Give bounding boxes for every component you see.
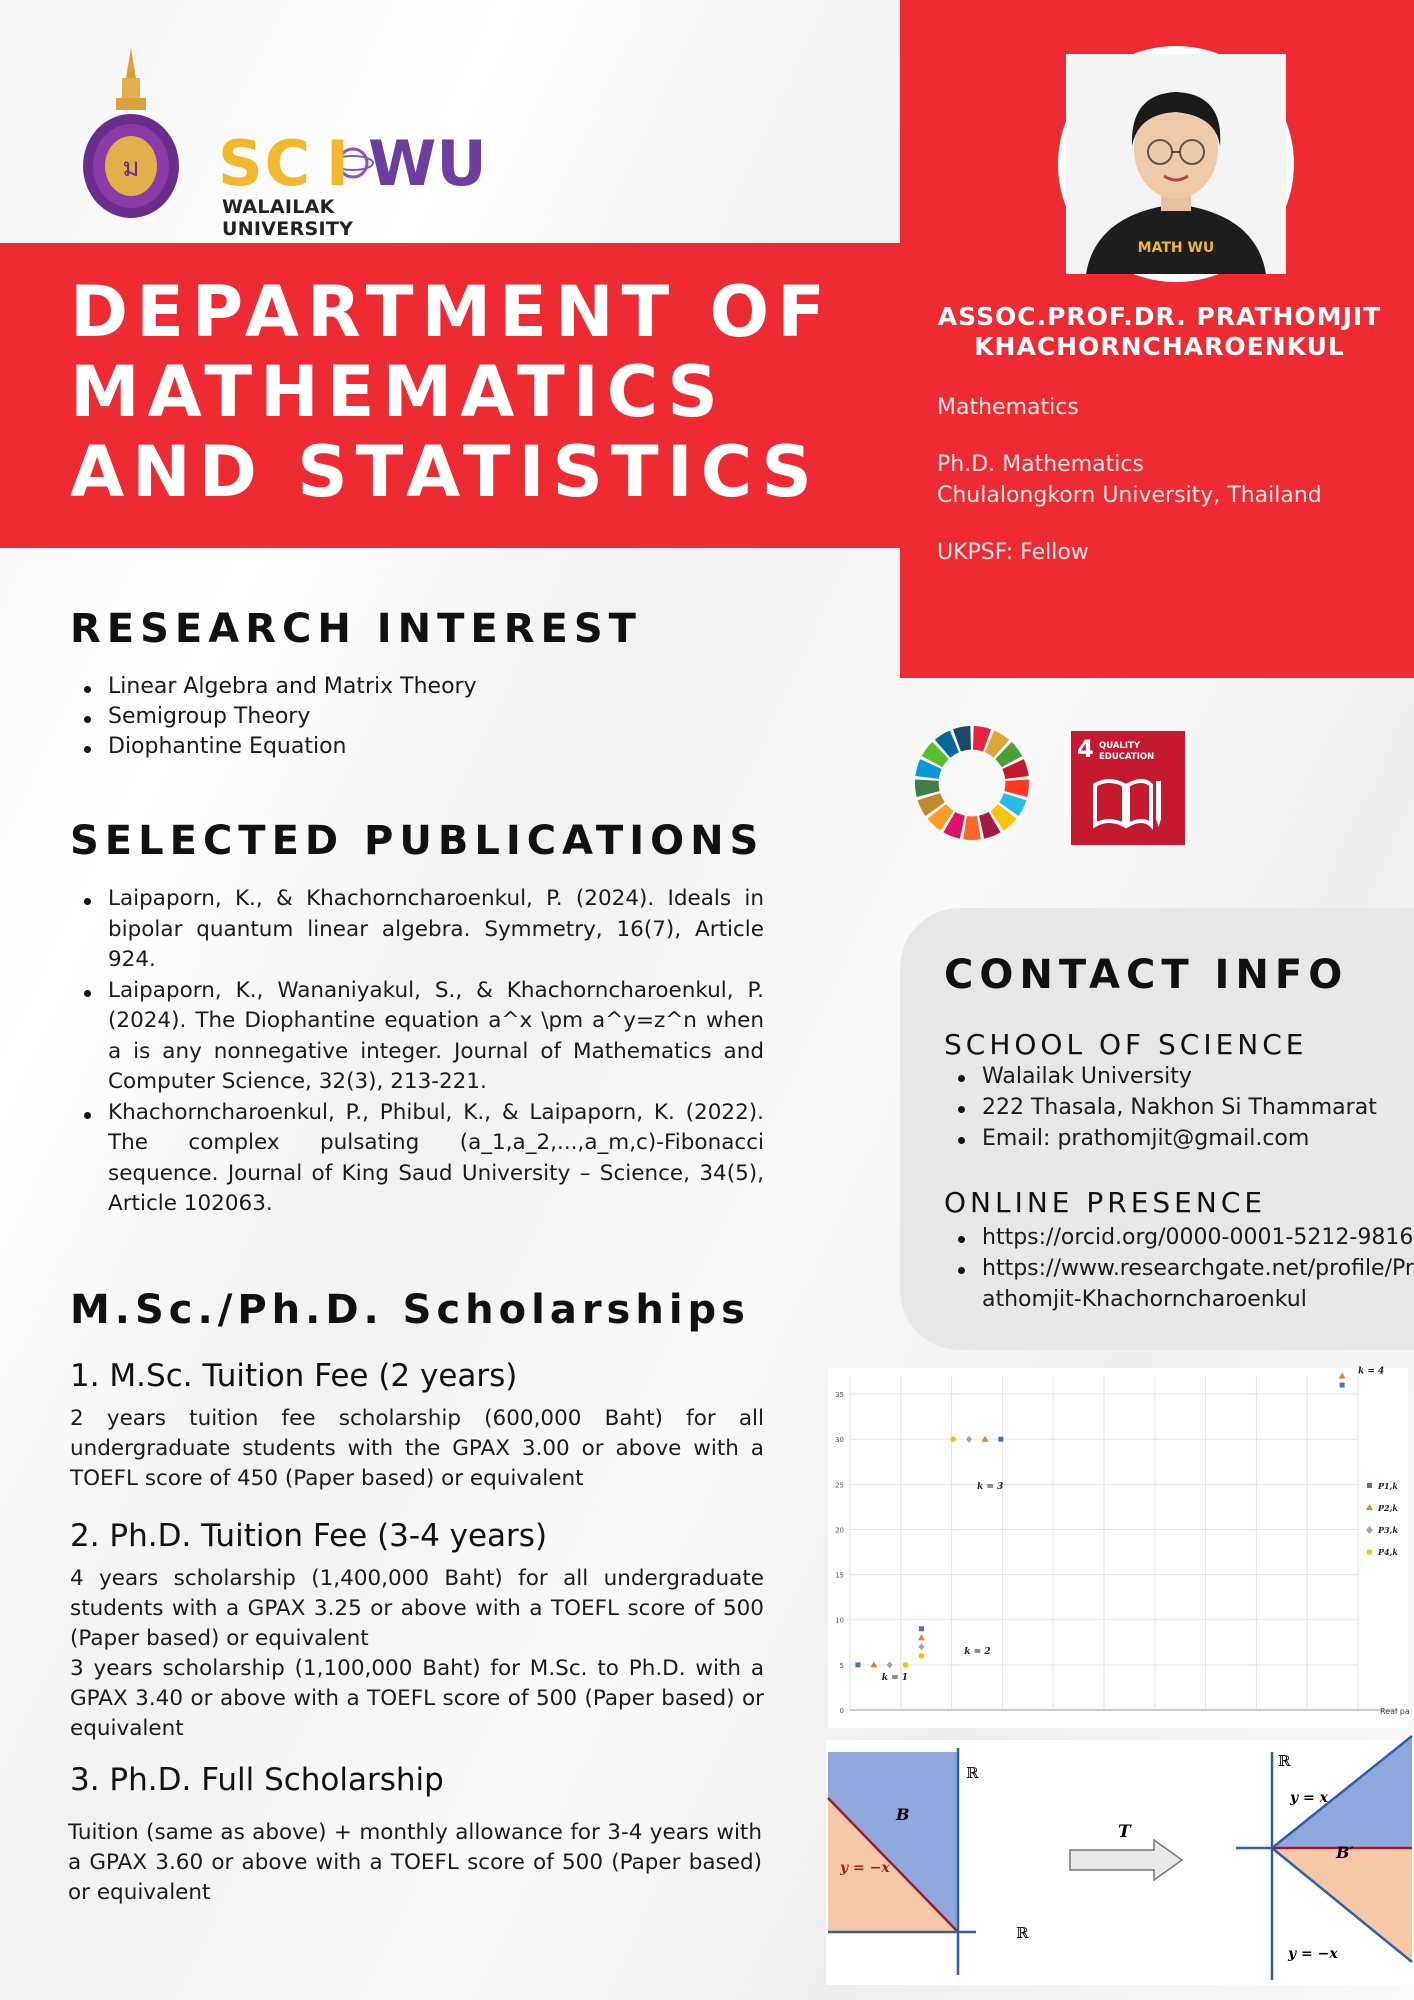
legend-marker: [1366, 1526, 1373, 1534]
left-axis-y-label: ℝ: [966, 1764, 979, 1782]
data-point: [1339, 1373, 1346, 1379]
data-point: [998, 1437, 1003, 1442]
professor-name-line-2: KHACHORNCHAROENKUL: [974, 332, 1345, 361]
arrow-right-icon: [1070, 1840, 1182, 1880]
mapping-diagram: [826, 1740, 1414, 1985]
msc-scholarship-text: 2 years tuition fee scholarship (600,000 Baht) for all undergraduate students with the GPAX 3.00 or above with a TOEFL score of 450 (Paper based) or equivalent: [70, 1406, 764, 1491]
publication-item: Khachorncharoenkul, P., Phibul, K., & Laipaporn, K. (2022). The complex pulsating (a_1,a_2,...,a_m,c)-Fibonacci sequence. Journal of King Saud University – Science, 34(5), Article 102063.: [70, 1098, 764, 1220]
y-tick-label: 30: [835, 1436, 844, 1445]
title-line-2: MATHEMATICS: [70, 351, 726, 433]
y-tick-label: 15: [835, 1571, 844, 1580]
right-line-bottom-label: y = −x: [1288, 1946, 1338, 1962]
university-crest-logo: [78, 48, 184, 220]
sdg-label-line-1: QUALITY: [1099, 741, 1140, 751]
data-point: [903, 1662, 909, 1668]
list-item: Semigroup Theory: [70, 702, 770, 732]
annotation-label: k = 4: [1358, 1366, 1385, 1377]
legend-label: P1,k: [1378, 1481, 1398, 1491]
school-list: [944, 1061, 1414, 1154]
list-item: Diophantine Equation: [70, 732, 770, 762]
full-scholarship-title: 3. Ph.D. Full Scholarship: [70, 1762, 444, 1798]
y-tick-label: 5: [839, 1661, 844, 1670]
scatter-chart: [828, 1368, 1408, 1728]
sciwu-logo: [218, 127, 487, 240]
legend-marker: [1367, 1549, 1373, 1555]
profile-photo-frame: [1058, 46, 1294, 282]
publication-item: Laipaporn, K., Wananiyakul, S., & Khachorncharoenkul, P. (2024). The Diophantine equation a^x \pm a^y=z^n when a is any nonnegative integer. Journal of Mathematics and Computer Science, 32(3), 213-221.: [70, 976, 764, 1098]
scholarships-heading: M.Sc./Ph.D. Scholarships: [70, 1287, 750, 1333]
research-interest-heading: RESEARCH INTEREST: [70, 606, 642, 652]
annotation-label: k = 3: [977, 1481, 1004, 1492]
y-tick-label: 10: [835, 1616, 844, 1625]
professor-ukpsf: UKPSF: Fellow: [937, 540, 1089, 565]
list-item: 222 Thasala, Nakhon Si Thammarat: [944, 1092, 1414, 1123]
data-point: [918, 1643, 924, 1650]
svg-text:I: I: [326, 127, 350, 200]
researchgate-link[interactable]: https://www.researchgate.net/profile/Prathomjit-Khachorncharoenkul: [944, 1253, 1414, 1315]
svg-text:WU: WU: [368, 127, 487, 200]
sdg-wheel-segment: [1004, 779, 1029, 797]
publications-list: [70, 884, 764, 1220]
school-heading: SCHOOL OF SCIENCE: [944, 1028, 1308, 1061]
list-item: Walailak University: [944, 1061, 1414, 1092]
left-axis-x-label: ℝ: [1016, 1924, 1029, 1942]
book-icon: [1091, 775, 1165, 831]
x-axis-label: Real pa: [1380, 1707, 1410, 1716]
professor-name-line-1: ASSOC.PROF.DR. PRATHOMJIT: [937, 302, 1382, 331]
svg-text:SC: SC: [218, 127, 313, 200]
person-portrait-icon: [1066, 54, 1286, 274]
title-line-3: AND STATISTICS: [70, 431, 820, 513]
data-point: [855, 1662, 860, 1667]
data-point: [966, 1436, 972, 1443]
university-name: WALAILAK UNIVERSITY: [222, 196, 354, 240]
mapping-diagram-svg: [826, 1740, 1414, 1985]
phd-scholarship-title: 2. Ph.D. Tuition Fee (3-4 years): [70, 1518, 548, 1554]
sdg-wheel-segment: [963, 816, 981, 840]
right-region-label: B′: [1336, 1843, 1354, 1862]
profile-photo: [1066, 54, 1286, 274]
left-region-label: B: [896, 1805, 910, 1824]
left-line-label: y = −x: [840, 1860, 890, 1876]
annotation-label: k = 2: [964, 1647, 991, 1658]
y-tick-label: 20: [835, 1526, 844, 1535]
sdg-wheel-segment: [915, 779, 940, 797]
contact-heading: CONTACT INFO: [944, 952, 1349, 998]
phd-scholarship-text-2: 3 years scholarship (1,100,000 Baht) for M.Sc. to Ph.D. with a GPAX 3.40 or above with a TOEFL score of 500 (Paper based) or equivalent: [70, 1656, 764, 1741]
sdg-wheel-icon: [913, 724, 1031, 842]
title-line-1: DEPARTMENT OF: [70, 271, 833, 353]
msc-scholarship-title: 1. M.Sc. Tuition Fee (2 years): [70, 1358, 518, 1394]
data-point: [919, 1653, 925, 1659]
transform-label: T: [1118, 1822, 1131, 1842]
scatter-chart-svg: [828, 1368, 1408, 1728]
legend-marker: [1366, 1504, 1373, 1510]
sdg-label-line-2: EDUCATION: [1099, 752, 1155, 762]
phd-scholarship-text-1: 4 years scholarship (1,400,000 Baht) for all undergraduate students with a GPAX 3.25 or above with a TOEFL score of 500 (Paper based) or equivalent: [70, 1566, 764, 1651]
sdg4-quality-education-icon: [1071, 731, 1185, 845]
department-title: [70, 272, 900, 512]
legend-label: P4,k: [1378, 1547, 1398, 1557]
data-point: [919, 1626, 924, 1631]
svg-text:ม: ม: [122, 153, 140, 183]
y-tick-label: 0: [839, 1707, 844, 1715]
sdg-number: 4: [1077, 735, 1094, 763]
publications-heading: SELECTED PUBLICATIONS: [70, 818, 765, 864]
sciwu-wordmark-icon: [218, 127, 487, 200]
professor-degree-institution: Chulalongkorn University, Thailand: [937, 483, 1322, 508]
annotation-label: k = 1: [881, 1673, 909, 1684]
orcid-link[interactable]: https://orcid.org/0000-0001-5212-9816: [944, 1222, 1414, 1253]
professor-field: Mathematics: [937, 395, 1079, 420]
right-axis-y-label: ℝ: [1278, 1752, 1291, 1770]
professor-degree: Ph.D. Mathematics: [937, 452, 1144, 477]
shirt-text: MATH WU: [1137, 240, 1215, 256]
professor-name: [905, 302, 1414, 362]
data-point: [918, 1634, 925, 1640]
right-line-top-label: y = x: [1290, 1790, 1328, 1806]
legend-label: P2,k: [1378, 1503, 1398, 1513]
publication-item: Laipaporn, K., & Khachorncharoenkul, P. (2024). Ideals in bipolar quantum linear algebra. Symmetry, 16(7), Article 924.: [70, 884, 764, 976]
legend-marker: [1367, 1483, 1372, 1488]
online-presence-list: [944, 1222, 1414, 1315]
online-presence-heading: ONLINE PRESENCE: [944, 1186, 1267, 1219]
list-item: Linear Algebra and Matrix Theory: [70, 672, 770, 702]
data-point: [1340, 1383, 1345, 1388]
y-tick-label: 25: [835, 1481, 844, 1490]
data-point: [887, 1661, 893, 1668]
sdg-label: [1099, 741, 1154, 763]
full-scholarship-text: Tuition (same as above) + monthly allowance for 3-4 years with a GPAX 3.60 or above with a TOEFL score of 500 (Paper based) or equivalent: [68, 1820, 762, 1905]
research-interest-list: [70, 672, 770, 762]
data-point: [950, 1436, 956, 1442]
y-tick-label: 35: [835, 1391, 844, 1400]
email-text[interactable]: Email: prathomjit@gmail.com: [944, 1123, 1414, 1154]
legend-label: P3,k: [1378, 1525, 1398, 1535]
